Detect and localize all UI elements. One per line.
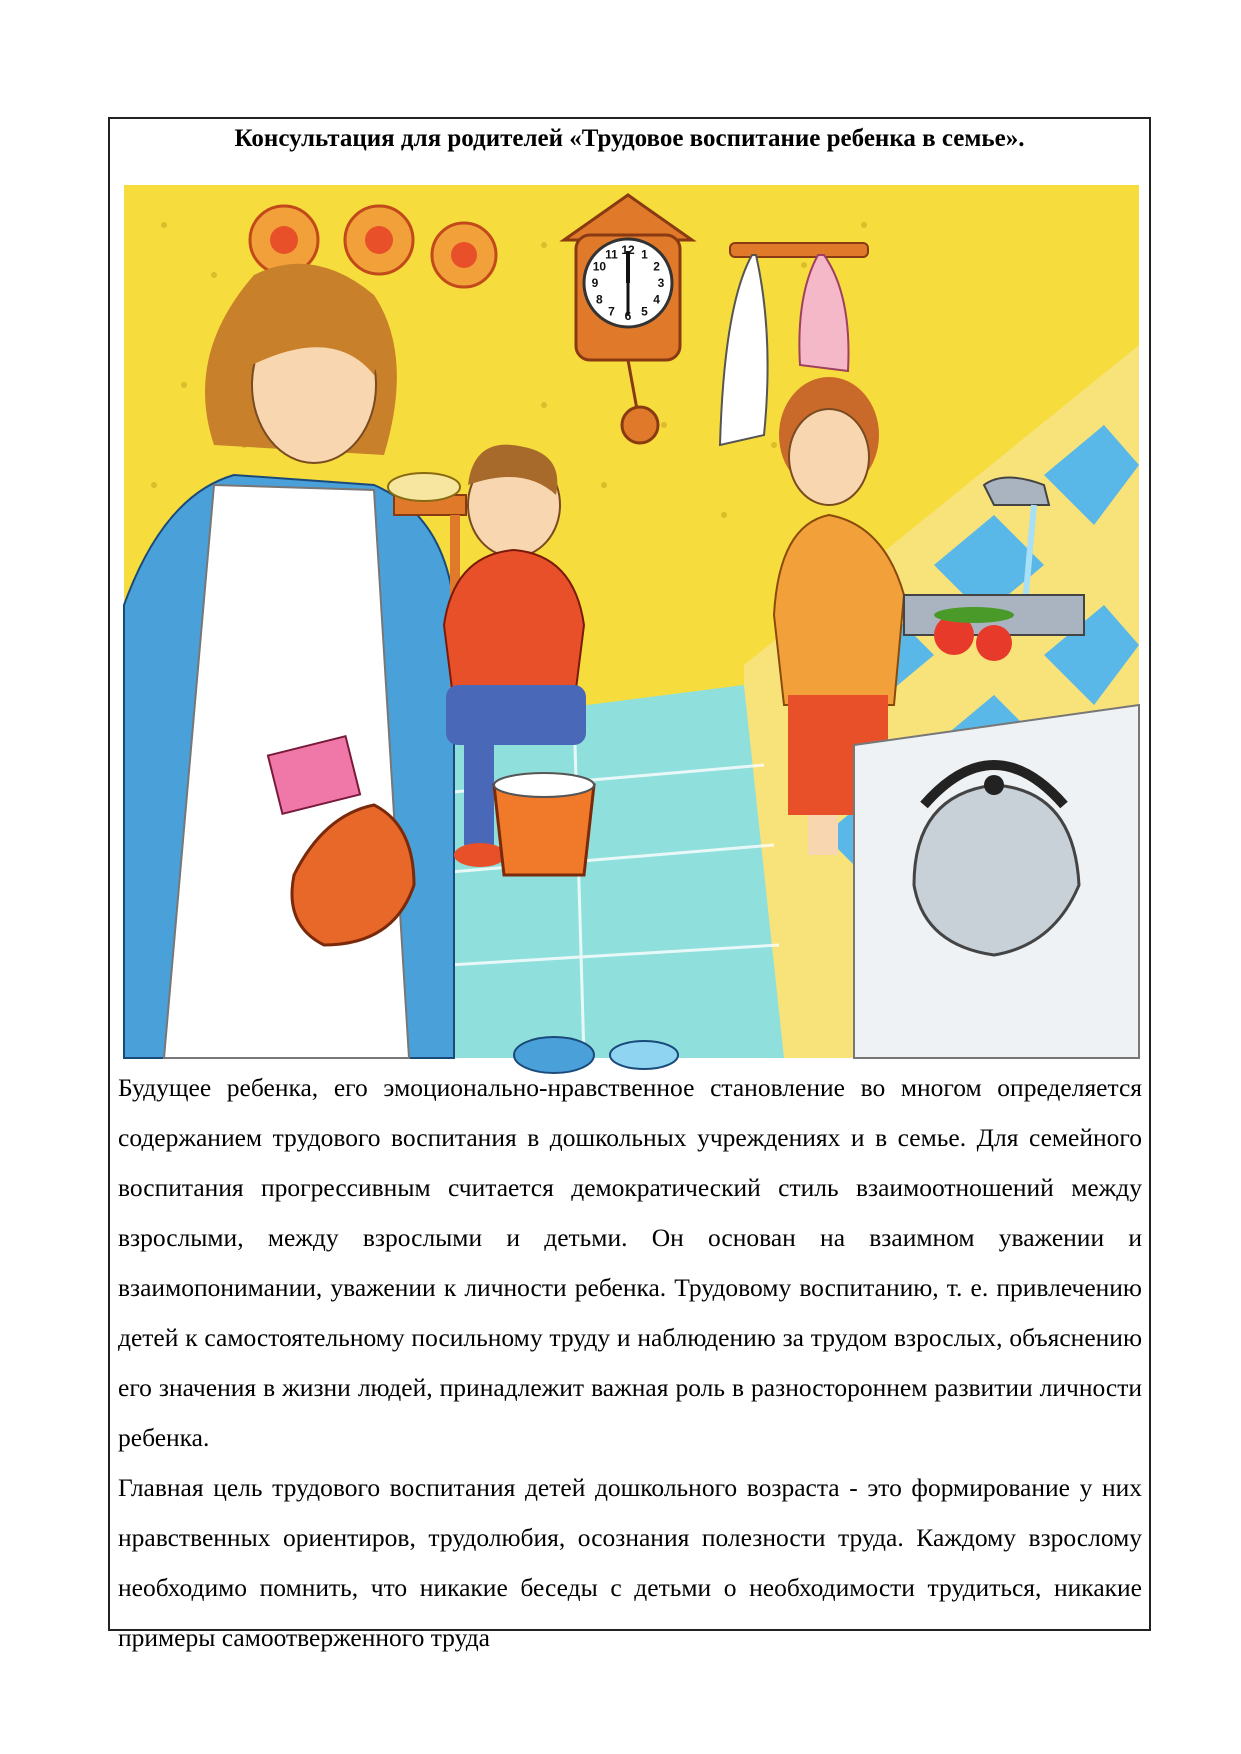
body-text — [118, 1063, 1142, 1663]
clock-numeral: 7 — [608, 304, 615, 319]
clock-numeral: 4 — [653, 292, 660, 307]
clock-numeral: 6 — [624, 309, 632, 323]
kettle — [854, 705, 1139, 1058]
clock-numeral: 3 — [657, 276, 665, 290]
clock-numeral: 10 — [592, 259, 607, 274]
paragraph-2: Главная цель трудового воспитания детей дошкольного возраста - это формирование у них нравственных ориентиров, трудолюбия, осознания полезности труда. Каждому взрослому необходимо помнить, что никакие беседы с детьми о необходимости трудиться, никакие примеры самоотверженного труда — [118, 1473, 1142, 1652]
clock-numeral: 12 — [621, 243, 635, 257]
document-title: Консультация для родителей «Трудовое воспитание ребенка в семье». — [234, 125, 1025, 152]
clock-numeral: 5 — [641, 304, 648, 319]
document-frame — [108, 117, 1151, 1652]
clock-numeral: 8 — [596, 292, 603, 307]
clock-numeral: 1 — [641, 247, 648, 262]
clock-numeral: 11 — [605, 247, 618, 262]
clock-numeral: 9 — [591, 276, 599, 290]
paragraph-1: Будущее ребенка, его эмоционально-нравственное становление во многом определяется содержанием трудового воспитания в дошкольных учреждениях и в семье. Для семейного воспитания прогрессивным считается демократический стиль взаимоотношений между взрослыми, между взрослыми и детьми. Он основан на взаимном уважении и взаимопонимании, уважении к личности ребенка. Трудовому воспитанию, т. е. привлечению детей к самостоятельному посильному труду и наблюдению за трудом взрослых, объяснению его значения в жизни людей, принадлежит важная роль в разностороннем развитии личности ребенка. — [118, 1073, 1142, 1452]
kitchen-illustration — [124, 185, 1139, 1058]
clock-numeral: 2 — [653, 259, 660, 274]
